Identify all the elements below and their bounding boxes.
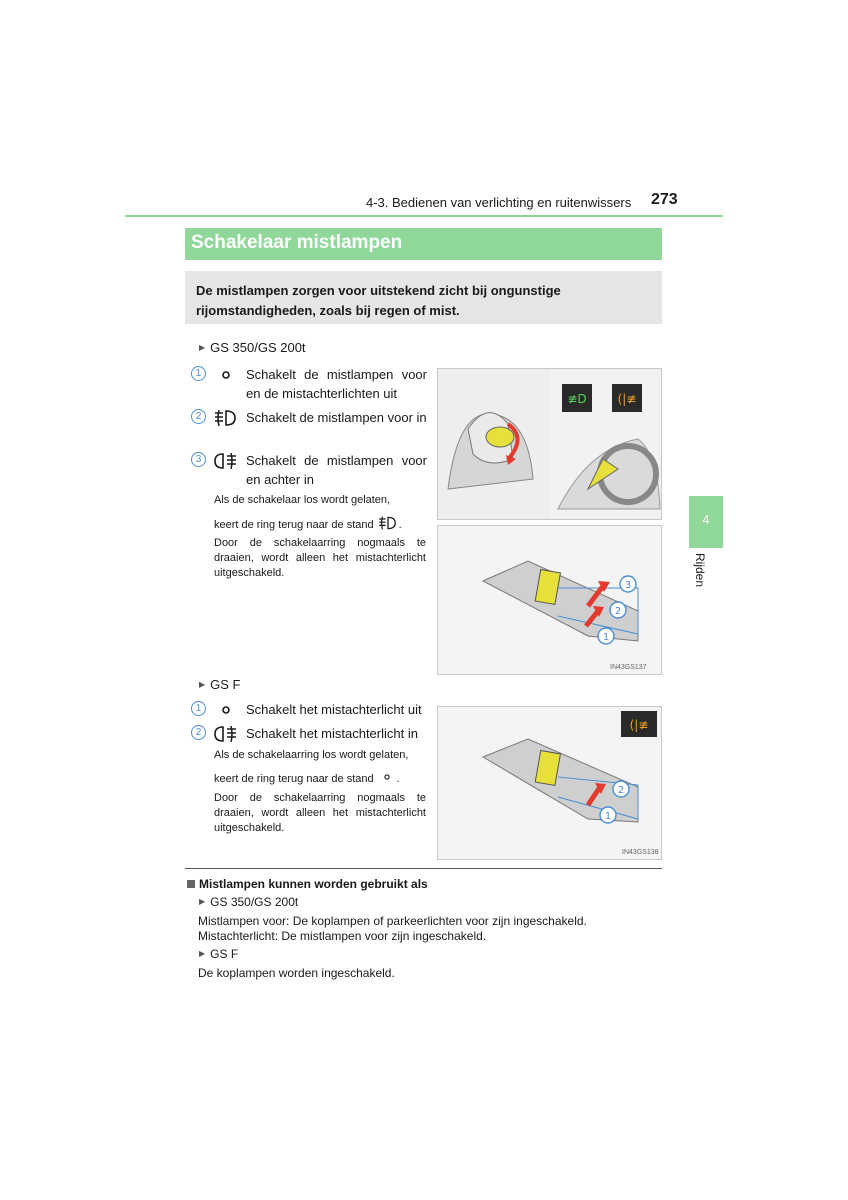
conditions-variant-a-name: GS 350/GS 200t (210, 895, 299, 909)
number-badge: 1 (191, 366, 206, 381)
note-line: Als de schakelaarring los wordt gelaten, (214, 749, 409, 761)
conditions-text: Mistlampen voor: De koplampen of parkeerlichten voor zijn ingeschakeld. (198, 914, 587, 928)
note-text: keert de ring terug naar de stand (214, 773, 374, 785)
item-text: Schakelt de mistlampen voor en de mistachterlichten uit (246, 367, 427, 401)
note-paragraph: Door de schakelaarring nogmaals te draaien, wordt alleen het mistachterlicht uitgeschakeld. (214, 792, 426, 834)
conditions-title: Mistlampen kunnen worden gebruikt als (199, 877, 428, 891)
note-line-with-icon: keert de ring terug naar de stand . (214, 515, 402, 531)
number-badge: 2 (191, 409, 206, 424)
off-icon (213, 365, 239, 385)
note-line: Als de schakelaar los wordt gelaten, (214, 494, 391, 506)
square-bullet-icon (187, 880, 195, 888)
stalk-illustration (438, 526, 662, 675)
number-badge: 2 (191, 725, 206, 740)
list-item (191, 365, 427, 403)
svg-text:(|≢: (|≢ (617, 392, 637, 406)
conditions-heading (187, 877, 428, 891)
rear-fog-icon (213, 451, 239, 471)
list-item (191, 700, 427, 719)
svg-text:1: 1 (602, 632, 610, 643)
note-paragraph: Door de schakelaarring nogmaals te draaien, wordt alleen het mistachterlicht uitgeschakeld. (214, 537, 426, 579)
off-icon (377, 770, 397, 784)
figure-stalk-diagram-a (437, 525, 662, 675)
variant-heading-b (199, 677, 241, 692)
svg-text:≢D: ≢D (567, 392, 587, 406)
triangle-bullet-icon: ▶ (199, 897, 206, 906)
item-text: Schakelt de mistlampen voor in (246, 410, 427, 425)
item-text: Schakelt het mistachterlicht in (246, 726, 418, 741)
number-badge: 1 (191, 701, 206, 716)
stalk-illustration (438, 707, 662, 860)
dashboard-illustration (438, 369, 662, 520)
figure-switch-dashboard (437, 368, 662, 520)
page-number: 273 (651, 191, 678, 208)
triangle-bullet-icon: ▶ (199, 949, 206, 958)
variant-a-name: GS 350/GS 200t (210, 340, 306, 355)
svg-text:1: 1 (604, 811, 612, 822)
conditions-text: Mistachterlicht: De mistlampen voor zijn ingeschakeld. (198, 929, 487, 943)
section-divider (185, 868, 662, 869)
figure-stalk-diagram-b (437, 706, 662, 860)
svg-text:2: 2 (617, 785, 625, 796)
list-item (191, 451, 427, 489)
number-badge: 3 (191, 452, 206, 467)
chapter-header: 4-3. Bedienen van verlichting en ruitenwissers (366, 195, 632, 210)
triangle-bullet-icon: ▶ (199, 680, 206, 689)
svg-text:(|≢: (|≢ (629, 718, 649, 732)
rear-fog-icon (213, 724, 239, 744)
list-item (191, 724, 427, 743)
conditions-text: De koplampen worden ingeschakeld. (198, 966, 395, 980)
note-text: keert de ring terug naar de stand (214, 519, 374, 531)
figure-code: IN43GS137 (610, 664, 647, 671)
section-title: Schakelaar mistlampen (185, 228, 662, 260)
list-item (191, 408, 427, 427)
conditions-variant-b (199, 947, 238, 961)
svg-text:2: 2 (614, 606, 622, 617)
variant-b-name: GS F (210, 677, 241, 692)
off-icon (213, 700, 239, 720)
conditions-variant-b-name: GS F (210, 947, 239, 961)
chapter-tab-label: Rijden (693, 553, 707, 588)
item-text: Schakelt het mistachterlicht uit (246, 702, 422, 717)
front-fog-icon (213, 408, 239, 428)
note-line-with-icon: keert de ring terug naar de stand . (214, 770, 400, 785)
svg-text:3: 3 (624, 580, 632, 591)
item-text: Schakelt de mistlampen voor en achter in (246, 453, 427, 487)
triangle-bullet-icon: ▶ (199, 343, 206, 352)
intro-text: De mistlampen zorgen voor uitstekend zicht bij ongunstige rijomstandigheden, zoals bij regen of mist. (196, 283, 561, 318)
variant-heading-a (199, 340, 306, 355)
figure-code: IN43GS138 (622, 849, 659, 856)
intro-box (185, 271, 662, 324)
front-fog-icon (377, 515, 399, 531)
header-divider (125, 215, 723, 217)
chapter-tab: 4 (689, 496, 723, 548)
conditions-variant-a (199, 895, 298, 909)
